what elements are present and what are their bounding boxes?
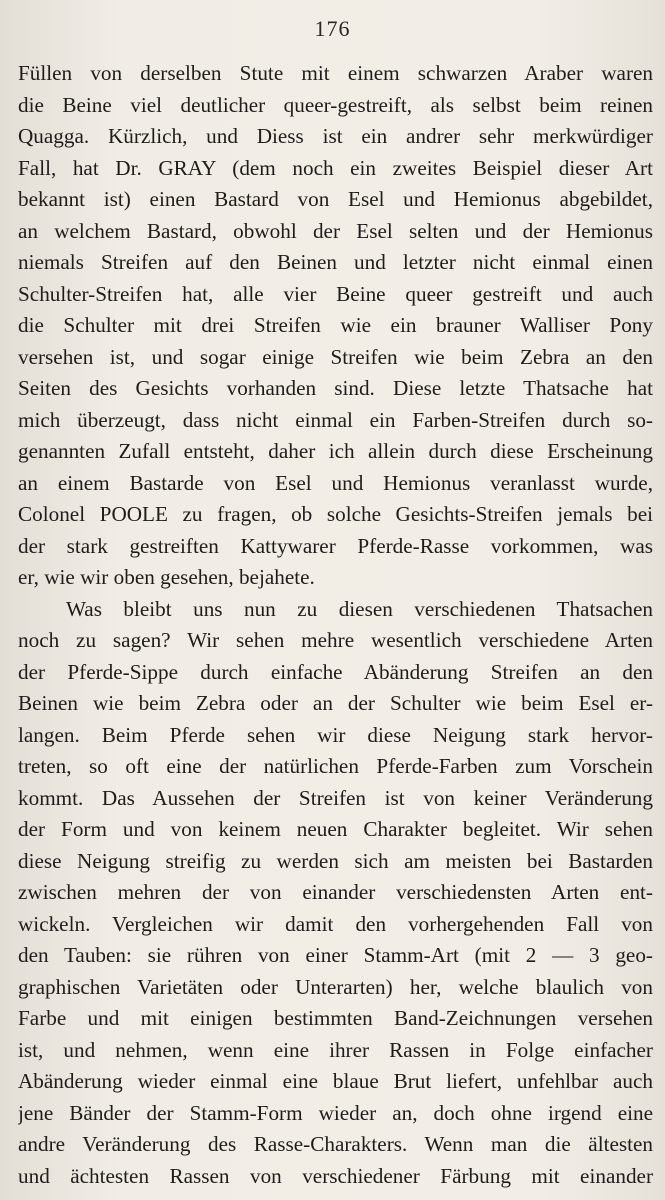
text-line: genannten Zufall entsteht, daher ich allein durch diese Erscheinung xyxy=(18,439,653,463)
text-line: bekannt ist) einen Bastard von Esel und Hemionus abgebildet, xyxy=(18,187,653,211)
text-line: ist, und nehmen, wenn eine ihrer Rassen in Folge einfacher xyxy=(18,1037,653,1062)
text-line: diese Neigung streifig zu werden sich am meisten bei Bastarden xyxy=(18,848,653,873)
text-line: jene Bänder der Stamm-Form wieder an, doch ohne irgend eine xyxy=(18,1100,653,1125)
text-line: die Beine viel deutlicher queer-gestreift, als selbst beim reinen xyxy=(18,92,653,117)
text-line: den Tauben: sie rühren von einer Stamm-Art (mit 2 — 3 geo- xyxy=(18,943,653,967)
paragraph-end-line: er, wie wir oben gesehen, bejahete. xyxy=(18,565,315,589)
text-line: andre Veränderung des Rasse-Charakters. Wenn man die ältesten xyxy=(18,1132,653,1156)
text-line: graphischen Varietäten oder Unterarten) her, welche blaulich von xyxy=(18,974,653,999)
text-line: zwischen mehren der von einander verschiedensten Arten ent- xyxy=(18,880,653,904)
text-line: an welchem Bastard, obwohl der Esel selten und der Hemionus xyxy=(18,218,653,243)
text-line: Fall, hat Dr. GRAY (dem noch ein zweites Beispiel dieser Art xyxy=(18,155,653,180)
text-line: Schulter-Streifen hat, alle vier Beine queer gestreift und auch xyxy=(18,281,653,306)
text-line: der Pferde-Sippe durch einfache Abänderung Streifen an den xyxy=(18,659,653,684)
text-line: kommt. Das Aussehen der Streifen ist von keiner Veränderung xyxy=(18,785,653,810)
text-line: mich überzeugt, dass nicht einmal ein Farben-Streifen durch so- xyxy=(18,407,653,432)
text-line: niemals Streifen auf den Beinen und letzter nicht einmal einen xyxy=(18,250,653,274)
text-line: Beinen wie beim Zebra oder an der Schulter wie beim Esel er- xyxy=(18,691,653,715)
text-line: und ächtesten Rassen von verschiedener Färbung mit einander xyxy=(18,1163,653,1188)
text-line: der Form und von keinem neuen Charakter begleitet. Wir sehen xyxy=(18,817,653,841)
text-line: langen. Beim Pferde sehen wir diese Neigung stark hervor- xyxy=(18,722,653,747)
paragraph-start-line: Was bleibt uns nun zu diesen verschiedenen Thatsachen xyxy=(66,596,653,621)
text-line: Abänderung wieder einmal eine blaue Brut liefert, unfehlbar auch xyxy=(18,1069,653,1093)
text-line: die Schulter mit drei Streifen wie ein brauner Walliser Pony xyxy=(18,313,653,337)
text-line: wickeln. Vergleichen wir damit den vorhergehenden Fall von xyxy=(18,911,653,936)
page-number: 176 xyxy=(314,16,351,41)
text-line: noch zu sagen? Wir sehen mehre wesentlich verschiedene Arten xyxy=(18,628,653,652)
body-text xyxy=(18,58,653,1192)
text-line: Farbe und mit einigen bestimmten Band-Zeichnungen versehen xyxy=(18,1006,653,1030)
text-line: treten, so oft eine der natürlichen Pferde-Farben zum Vorschein xyxy=(18,754,653,778)
text-line: Seiten des Gesichts vorhanden sind. Diese letzte Thatsache hat xyxy=(18,376,653,400)
text-line: Colonel POOLE zu fragen, ob solche Gesichts-Streifen jemals bei xyxy=(18,502,653,526)
text-line: Füllen von derselben Stute mit einem schwarzen Araber waren xyxy=(18,61,653,85)
text-line: Quagga. Kürzlich, und Diess ist ein andrer sehr merkwürdiger xyxy=(18,124,653,148)
text-line: versehen ist, und sogar einige Streifen wie beim Zebra an den xyxy=(18,344,653,369)
text-line: an einem Bastarde von Esel und Hemionus veranlasst wurde, xyxy=(18,470,653,495)
text-line: der stark gestreiften Kattywarer Pferde-Rasse vorkommen, was xyxy=(18,533,653,558)
